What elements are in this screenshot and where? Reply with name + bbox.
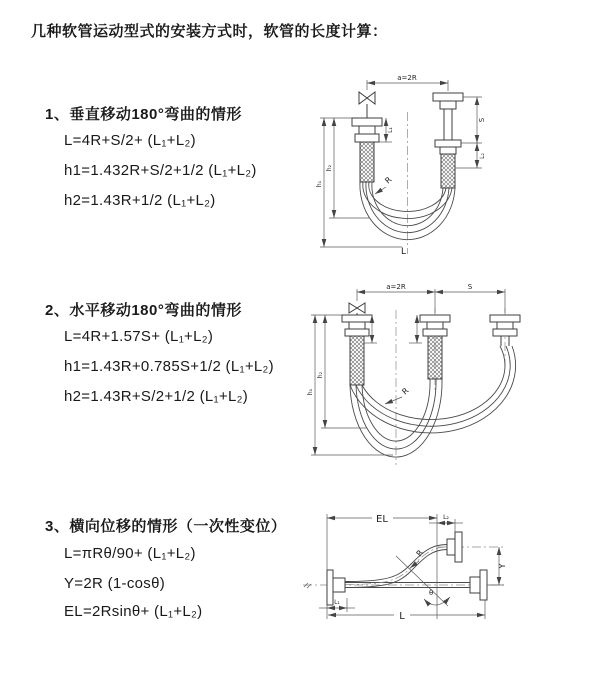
dim-width-label: a=2R [397, 74, 417, 82]
dim-width-label: a=2R [386, 283, 406, 291]
dim-y-label: Y [498, 563, 507, 569]
radius-label: R [400, 386, 411, 397]
dimension-s [435, 283, 505, 292]
braid-section [360, 142, 374, 182]
braid-section [350, 336, 364, 385]
section2-formula-h2: h2=1.43R+S/2+1/2 (L₁+L₂) [64, 388, 249, 405]
diagram-horizontal-u-bend [305, 282, 595, 472]
section2-formula-h1: h1=1.43R+0.785S+1/2 (L₁+L₂) [64, 358, 274, 375]
diagram-vertical-u-bend [312, 68, 527, 264]
dimension-width [357, 283, 505, 313]
centerline [396, 308, 505, 465]
right-fitting [433, 93, 463, 188]
dim-s-label: S [478, 117, 486, 123]
dim-s-label: S [467, 283, 473, 291]
dim-l1-label: L₁ [334, 599, 340, 606]
dim-h2-label: h₂ [317, 371, 324, 379]
break-mark [304, 583, 311, 588]
dim-h1-label: h₁ [307, 388, 314, 396]
section3-heading: 3、横向位移的情形（一次性变位） [45, 518, 287, 535]
dim-l2-label: L₂ [479, 153, 486, 159]
braid-section [441, 154, 455, 188]
section1-formula-h1: h1=1.432R+S/2+1/2 (L₁+L₂) [64, 162, 257, 179]
valve-icon [359, 92, 375, 118]
radius-callout [385, 386, 411, 404]
dimension-l [327, 600, 485, 622]
middle-fitting [420, 315, 450, 379]
page-title: 几种软管运动型式的安装方式时，软管的长度计算： [31, 23, 388, 40]
dim-el-label: EL [376, 514, 388, 525]
section2-heading: 2、水平移动180°弯曲的情形 [45, 302, 242, 319]
upper-flange [447, 532, 462, 562]
radius-label: R [414, 548, 426, 559]
section1-heading: 1、垂直移动180°弯曲的情形 [45, 106, 242, 123]
dim-l2-label: L₂ [443, 514, 449, 521]
left-fitting [342, 315, 372, 385]
construction-lines [396, 514, 448, 619]
dimension-l1 [319, 598, 355, 612]
dim-l1-label: L₁ [387, 127, 394, 133]
curved-hose [345, 545, 447, 588]
left-fitting [352, 118, 382, 182]
section3-formula-Y: Y=2R (1-cosθ) [64, 575, 166, 592]
radius-label: R [383, 175, 394, 186]
right-flange [470, 570, 487, 600]
braid-section [428, 336, 442, 379]
section3-formula-EL: EL=2Rsinθ+ (L₁+L₂) [64, 603, 203, 620]
fitting-length-dims [364, 315, 422, 343]
section1-formula-h2: h2=1.43R+1/2 (L₁+L₂) [64, 192, 216, 209]
length-label: L [401, 247, 407, 257]
valve-icon [349, 303, 365, 315]
radius-callout [375, 175, 394, 194]
right-fitting [490, 315, 520, 346]
dim-l-label: L [399, 611, 405, 622]
angle-label: θ [429, 589, 434, 597]
dimension-l2 [429, 514, 463, 532]
dimension-width [367, 74, 448, 91]
dimension-s [461, 97, 486, 143]
dimension-y [487, 547, 507, 585]
section2-formula-L: L=4R+1.57S+ (L₁+L₂) [64, 328, 214, 345]
section1-formula-L: L=4R+S/2+ (L₁+L₂) [64, 132, 196, 149]
dim-h2-label: h₂ [326, 164, 333, 172]
dim-h1-label: h₁ [316, 180, 323, 188]
diagram-lateral-displacement [298, 500, 598, 650]
section3-formula-L: L=πRθ/90+ (L₁+L₂) [64, 545, 196, 562]
